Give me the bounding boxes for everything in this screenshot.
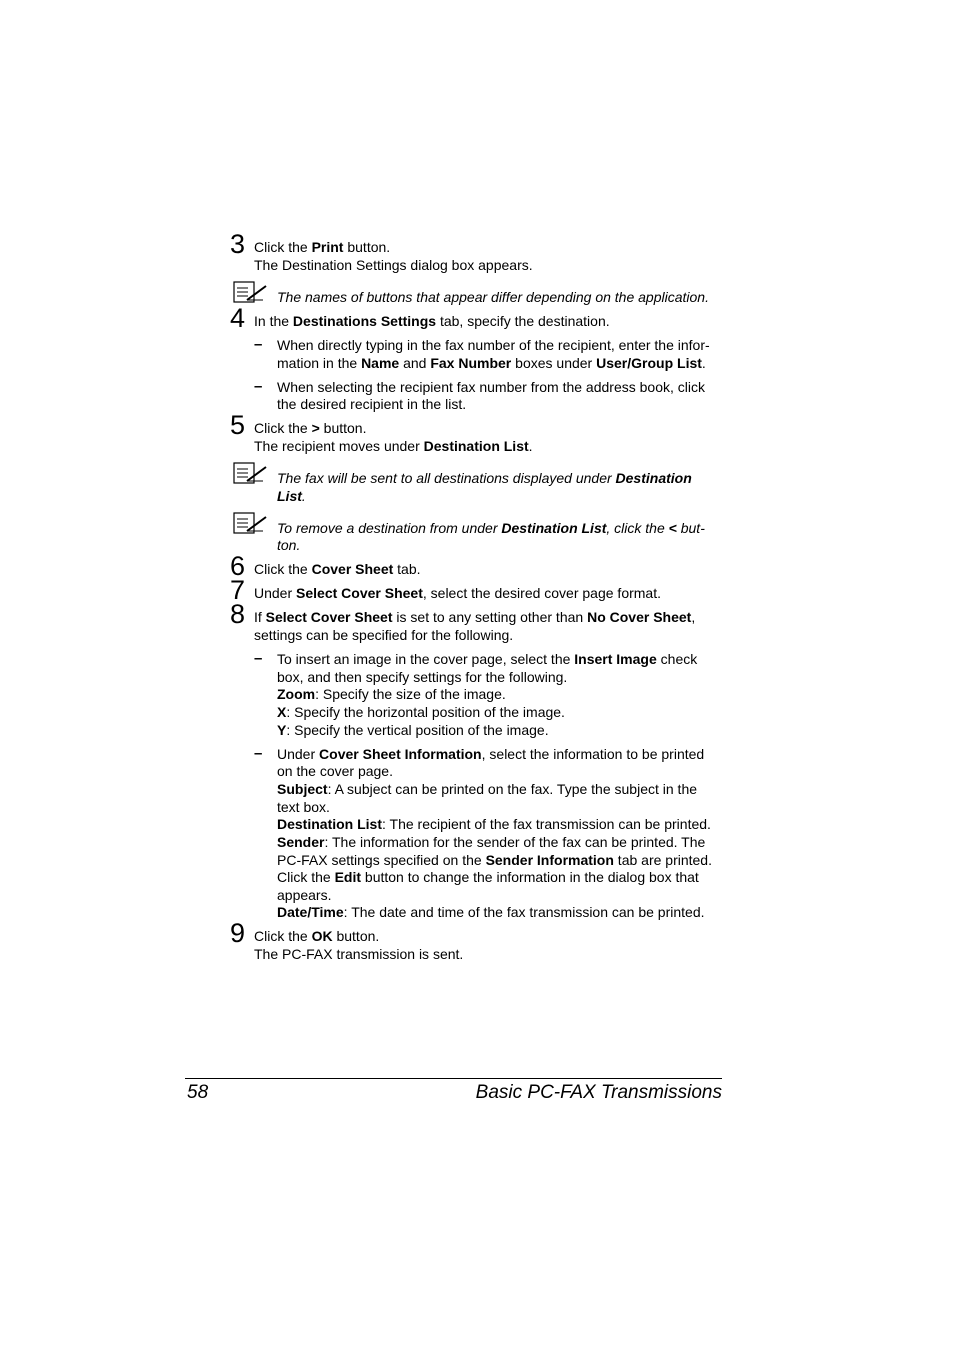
text: : Specify the vertical position of the image. [286, 722, 549, 738]
page-number: 58 [187, 1082, 209, 1103]
ui-term: Destination List [277, 816, 383, 832]
text: To remove a destination from under [277, 520, 502, 536]
ui-term: Cover Sheet [311, 561, 394, 577]
bullet-dash: – [254, 378, 263, 395]
bullet-text [277, 354, 706, 372]
ui-term: Insert Image [574, 651, 657, 667]
bullet-text: text box. [277, 799, 330, 815]
ui-term: Destination [615, 470, 692, 486]
ui-term: > [311, 420, 320, 436]
text: The recipient moves under [254, 438, 424, 454]
ui-term: Fax Number [430, 355, 512, 371]
text: Click the [254, 420, 312, 436]
ui-term: User/Group List [596, 355, 702, 371]
text: : The recipient of the fax transmission can be printed. [382, 816, 711, 832]
text: and [399, 355, 431, 371]
ui-term: Sender Information [485, 852, 614, 868]
bullet-text: box, and then specify settings for the following. [277, 669, 568, 685]
text: : A subject can be printed on the fax. Type the subject in the [327, 781, 698, 797]
ui-term: Select Cover Sheet [265, 609, 393, 625]
bullet-text [277, 903, 705, 921]
text: If [254, 609, 266, 625]
step-text [254, 608, 695, 626]
step-text [254, 312, 610, 330]
step-result [254, 437, 533, 455]
text: PC-FAX settings specified on the [277, 852, 486, 868]
step-text: settings can be specified for the following. [254, 627, 514, 643]
text: check [656, 651, 698, 667]
text: . [301, 488, 306, 504]
text: but- [676, 520, 705, 536]
ui-term: Name [361, 355, 400, 371]
footer-rule [185, 1078, 722, 1079]
step-number: 9 [230, 918, 246, 948]
text: Click the [277, 869, 335, 885]
step-number: 8 [230, 599, 246, 629]
ui-term: OK [311, 928, 333, 944]
bullet-dash: – [254, 336, 263, 353]
ui-term: No Cover Sheet [587, 609, 692, 625]
bullet-text [277, 815, 711, 833]
text: tab are printed. [613, 852, 712, 868]
note-pencil-icon [233, 281, 269, 305]
bullet-text: on the cover page. [277, 763, 393, 779]
step-number: 4 [230, 303, 246, 333]
step-text [254, 584, 661, 602]
step-number: 3 [230, 229, 246, 259]
note-pencil-icon [233, 462, 269, 486]
bullet-text [277, 721, 549, 739]
step-number: 6 [230, 551, 246, 581]
text: Under [277, 746, 320, 762]
ui-term: Destination List [501, 520, 607, 536]
text: button. [319, 420, 367, 436]
text: Click the [254, 561, 312, 577]
note-text: The names of buttons that appear differ depending on the application. [277, 289, 709, 305]
bullet-text: When selecting the recipient fax number from the address book, click [277, 379, 705, 395]
section-title: Basic PC-FAX Transmissions [475, 1082, 722, 1103]
text: : Specify the horizontal position of the image. [286, 704, 565, 720]
step-text [254, 927, 379, 945]
text: . [701, 355, 706, 371]
bullet-text [277, 703, 565, 721]
text: In the [254, 313, 293, 329]
text: , select the information to be printed [481, 746, 705, 762]
bullet-text [277, 650, 697, 668]
ui-term: Cover Sheet Information [319, 746, 482, 762]
bullet-text [277, 833, 705, 851]
text: button. [332, 928, 380, 944]
text: button. [343, 239, 391, 255]
text: The fax will be sent to all destinations displayed under [277, 470, 616, 486]
text: Click the [254, 928, 312, 944]
text: button to change the information in the dialog box that [361, 869, 699, 885]
step-text [254, 238, 390, 256]
ui-term: Y [277, 722, 287, 738]
bullet-dash: – [254, 650, 263, 667]
step-number: 5 [230, 410, 246, 440]
ui-term: Zoom [277, 686, 316, 702]
ui-term: Destination List [423, 438, 529, 454]
ui-term: < [668, 520, 677, 536]
bullet-dash: – [254, 745, 263, 762]
ui-term: Subject [277, 781, 328, 797]
text: : The date and time of the fax transmission can be printed. [343, 904, 705, 920]
bullet-text [277, 868, 699, 886]
bullet-text [277, 780, 697, 798]
step-number: 7 [230, 575, 246, 605]
text: tab. [393, 561, 421, 577]
bullet-text [277, 685, 506, 703]
text: : The information for the sender of the fax can be printed. The [324, 834, 706, 850]
note-text [277, 469, 692, 487]
text: Under [254, 585, 297, 601]
step-result: The PC-FAX transmission is sent. [254, 946, 464, 962]
text: is set to any setting other than [392, 609, 588, 625]
ui-term: Select Cover Sheet [296, 585, 423, 601]
bullet-text: When directly typing in the fax number of the recipient, enter the infor- [277, 337, 710, 353]
ui-term: Destinations Settings [292, 313, 437, 329]
note-text [277, 487, 306, 505]
bullet-text [277, 851, 712, 869]
text: Click the [254, 239, 312, 255]
text: . [528, 438, 533, 454]
bullet-text [277, 745, 704, 763]
step-result: The Destination Settings dialog box appears. [254, 257, 533, 273]
step-text [254, 419, 366, 437]
text: : Specify the size of the image. [315, 686, 506, 702]
ui-term: Edit [334, 869, 362, 885]
text: To insert an image in the cover page, select the [277, 651, 575, 667]
ui-term: List [277, 488, 302, 504]
text: tab, specify the destination. [436, 313, 610, 329]
ui-term: Sender [277, 834, 325, 850]
step-text [254, 560, 421, 578]
ui-term: X [277, 704, 287, 720]
note-text [277, 519, 705, 537]
ui-term: Date/Time [277, 904, 344, 920]
text: boxes under [511, 355, 597, 371]
note-pencil-icon [233, 512, 269, 536]
bullet-text: the desired recipient in the list. [277, 396, 467, 412]
note-text: ton. [277, 537, 301, 553]
ui-term: Print [311, 239, 344, 255]
text: mation in the [277, 355, 362, 371]
text: , select the desired cover page format. [422, 585, 661, 601]
bullet-text: appears. [277, 887, 332, 903]
text: , [691, 609, 696, 625]
text: , click the [606, 520, 669, 536]
